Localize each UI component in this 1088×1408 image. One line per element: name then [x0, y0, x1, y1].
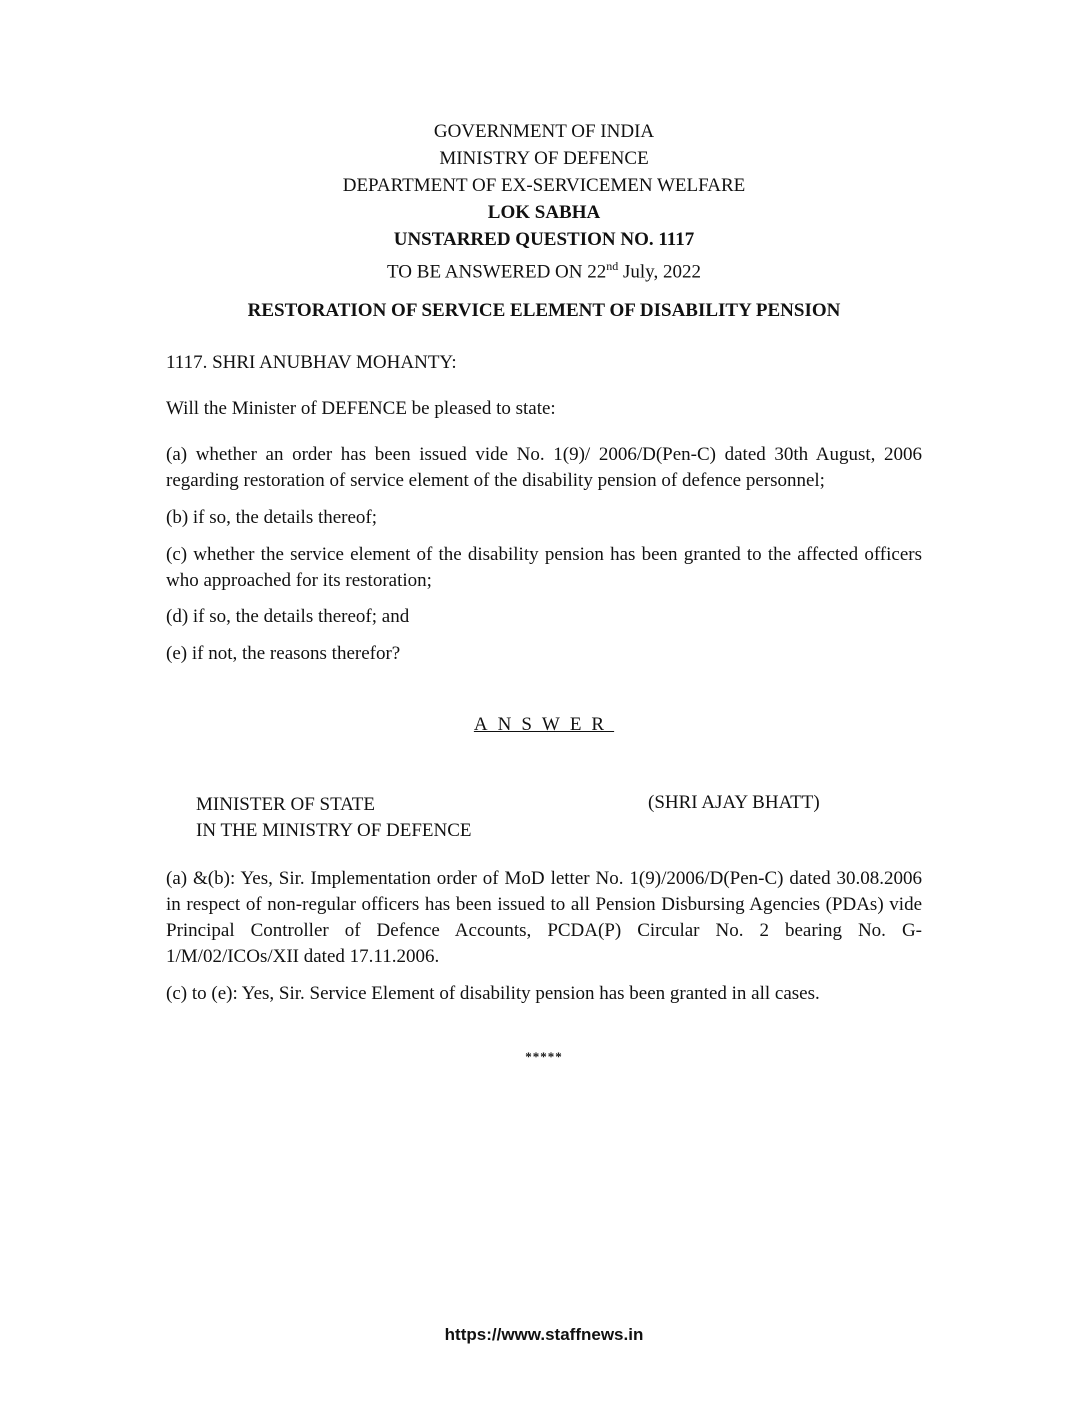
header-question-number: UNSTARRED QUESTION NO. 1117 [393, 229, 695, 250]
question-part-a: (a) whether an order has been issued vide No. 1(9)/ 2006/D(Pen-C) dated 30th August, 2006 regarding restoration of service element of the disability pension of defence personnel; [166, 444, 922, 491]
question-part-b: (b) if so, the details thereof; [166, 507, 378, 528]
question-subject: RESTORATION OF SERVICE ELEMENT OF DISABILITY PENSION [247, 300, 841, 321]
header-answer-date: TO BE ANSWERED ON 22nd July, 2022 [387, 259, 701, 283]
reply-parts-c-e: (c) to (e): Yes, Sir. Service Element of disability pension has been granted in all cases. [166, 983, 820, 1004]
minister-name: (SHRI AJAY BHATT) [648, 792, 820, 813]
question-part-d: (d) if so, the details thereof; and [166, 606, 410, 627]
minister-line-2: IN THE MINISTRY OF DEFENCE [196, 820, 472, 841]
question-intro: Will the Minister of DEFENCE be pleased to state: [166, 398, 556, 419]
question-part-c: (c) whether the service element of the disability pension has been granted to the affected officers who approached for its restoration; [166, 544, 922, 591]
header-department: DEPARTMENT OF EX-SERVICEMEN WELFARE [342, 175, 746, 196]
end-marker: ***** [525, 1049, 563, 1064]
minister-line-1: MINISTER OF STATE [196, 794, 375, 815]
minister-designation [196, 792, 472, 844]
header-house: LOK SABHA [487, 202, 601, 223]
reply-parts-a-b: (a) &(b): Yes, Sir. Implementation order of MoD letter No. 1(9)/2006/D(Pen-C) dated 30.08.2006 in respect of non-regular officers has been issued to all Pension Disbursing Agencies (PDAs) vide Principal Controller of Defence Accounts, PCDA(P) Circular No. 2 bearing No. G-1/M/02/ICOs/XII dated 17.11.2006. [166, 868, 922, 967]
footer-url: https://www.staffnews.in [444, 1325, 644, 1344]
question-part-e: (e) if not, the reasons therefor? [166, 643, 401, 664]
header-government: GOVERNMENT OF INDIA [433, 121, 655, 142]
question-asker: 1117. SHRI ANUBHAV MOHANTY: [166, 352, 457, 373]
answer-heading: ANSWER [473, 714, 615, 735]
document-header [0, 118, 1088, 285]
header-ministry: MINISTRY OF DEFENCE [439, 148, 649, 169]
